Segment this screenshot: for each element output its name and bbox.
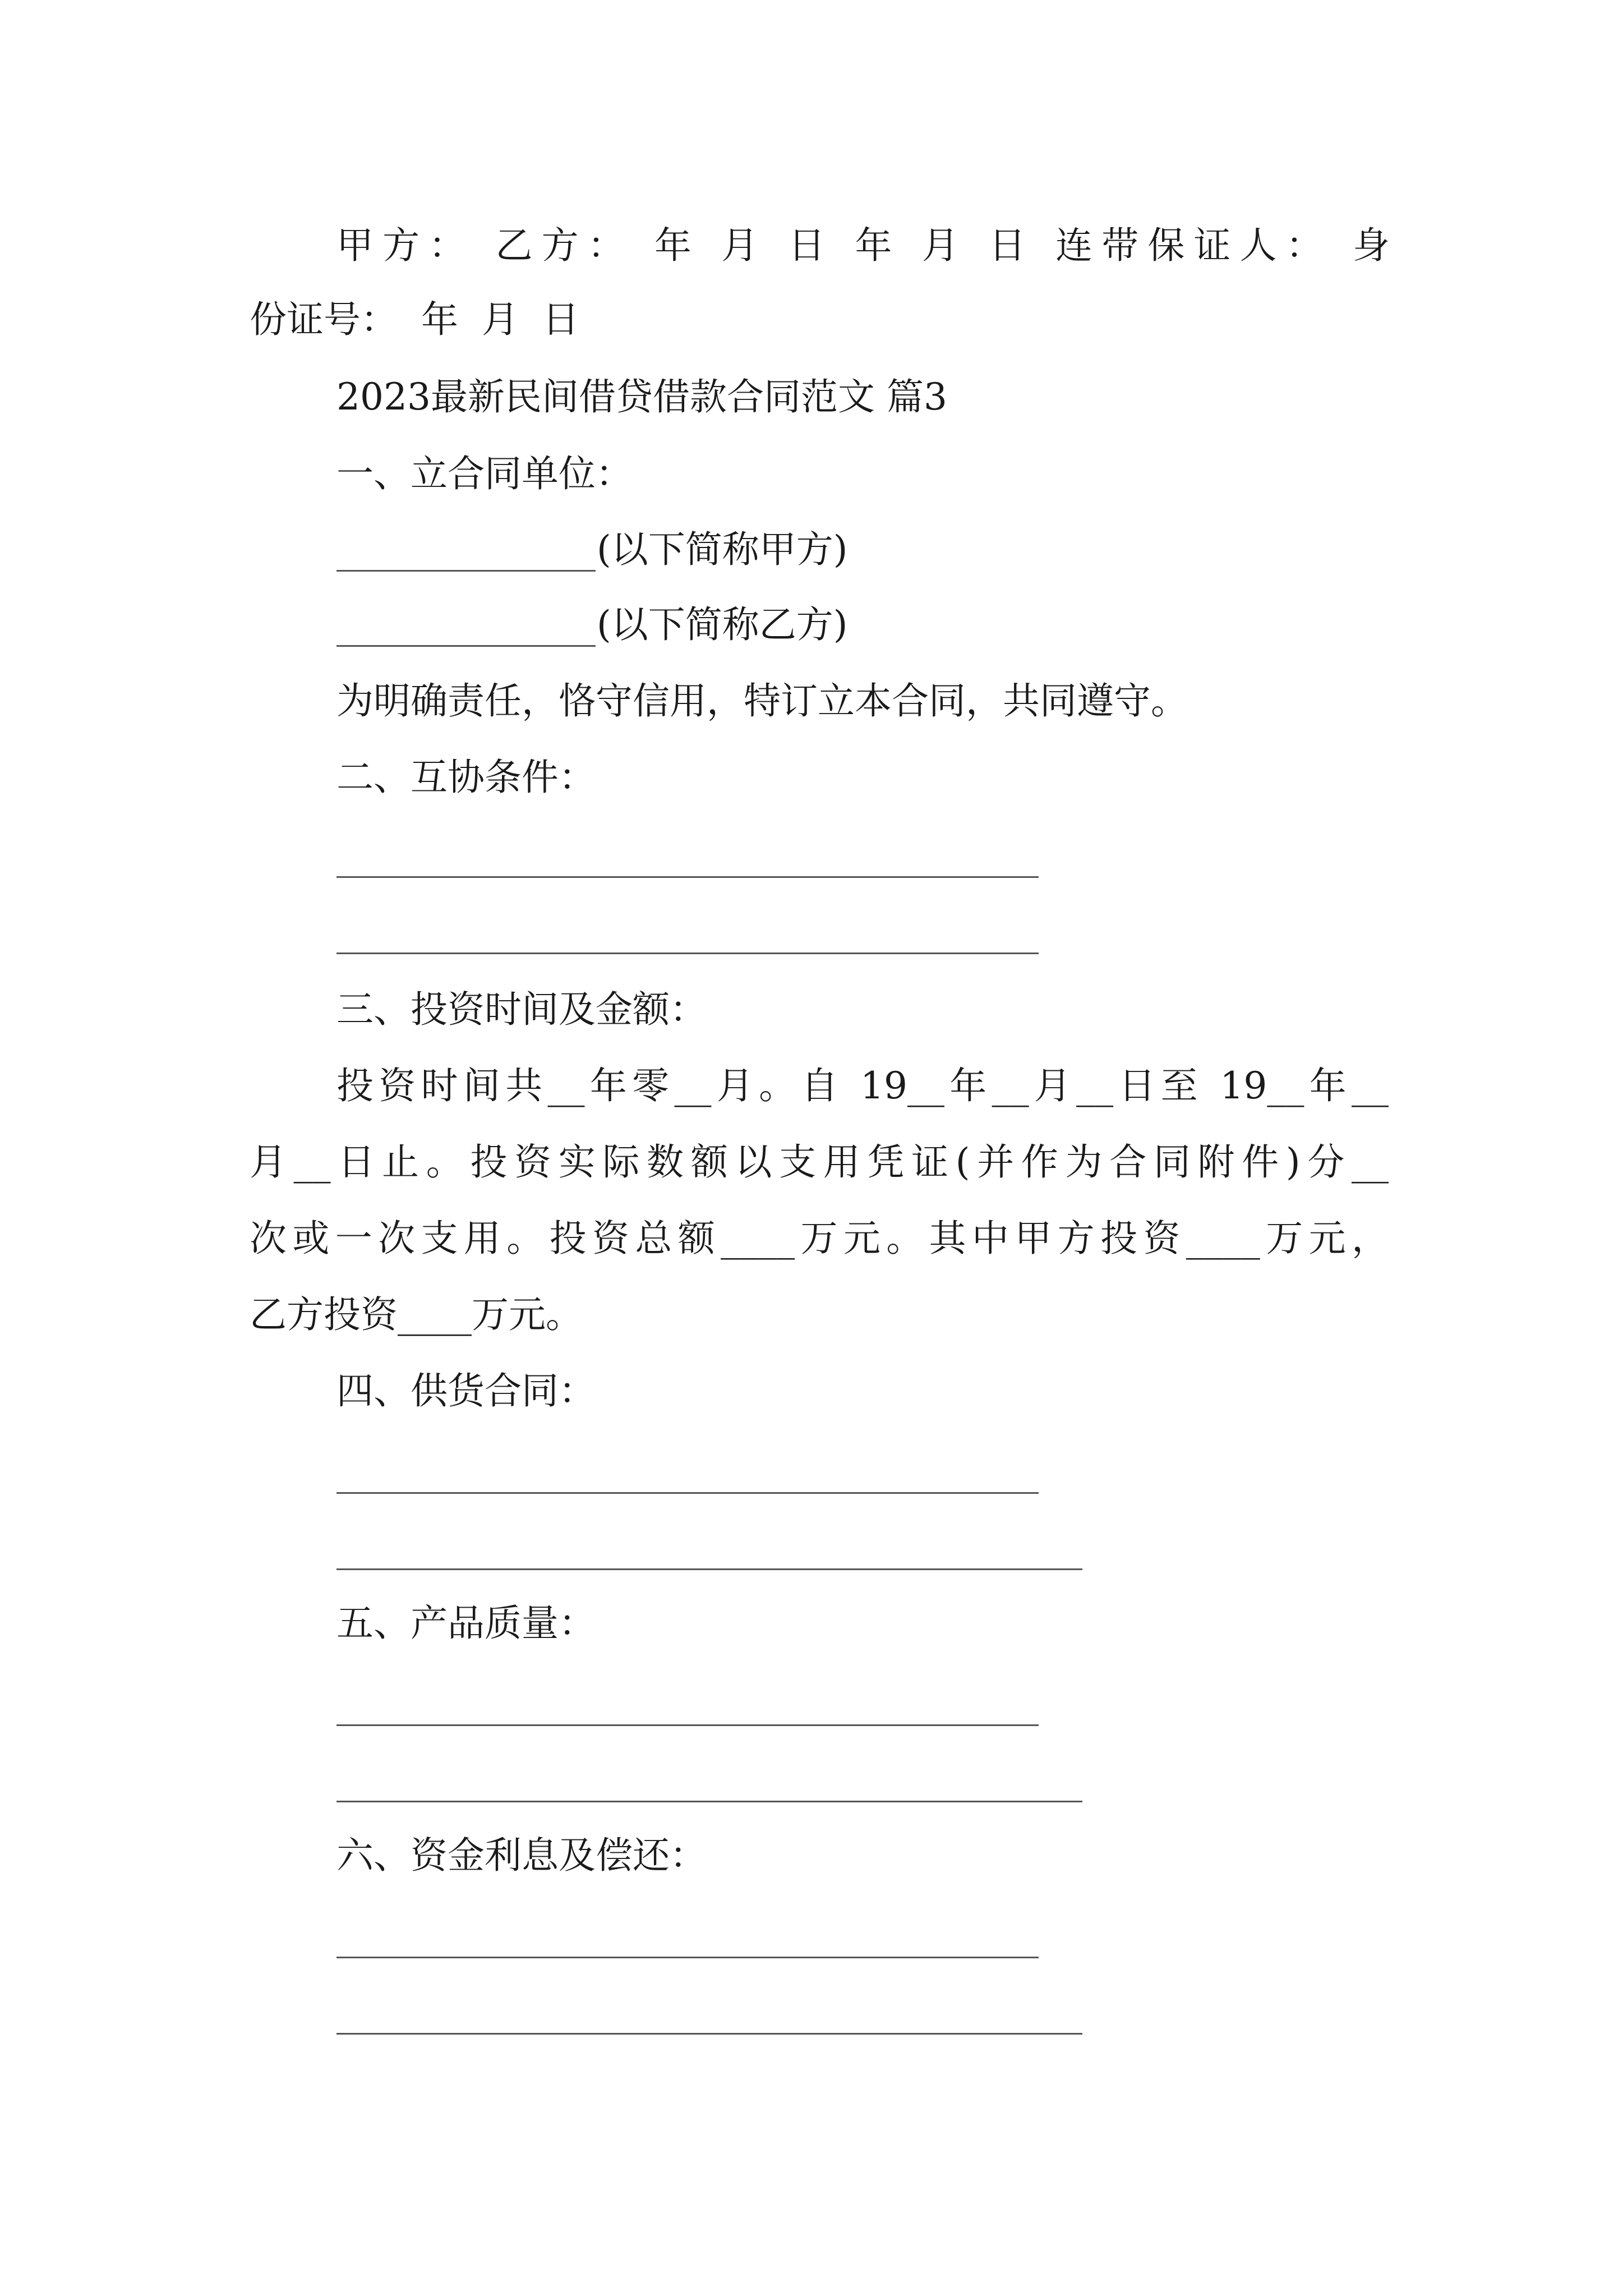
section-1-title: 一、立合同单位： (336, 452, 633, 495)
section-4-blank-line-2 (336, 1568, 1082, 1570)
party-b-label: (以下简称乙方) (597, 603, 848, 646)
section-5-blank-line-2 (336, 1801, 1082, 1802)
preamble: 为明确责任，恪守信用，特订立本合同，共同遵守。 (336, 679, 1188, 723)
section-2-title: 二、互协条件： (336, 756, 596, 799)
section-6-blank-line-2 (336, 2033, 1082, 2035)
party-b-blank (336, 645, 596, 647)
party-a-label: (以下简称甲方) (597, 528, 848, 571)
section-3-para-line-1: 投资时间共__年零__月。自 19__年__月__日至 19__年__ (336, 1064, 1389, 1107)
section-3-para-line-4: 乙方投资____万元。 (250, 1293, 583, 1336)
section-4-title: 四、供货合同： (336, 1369, 596, 1412)
section-4-blank-line-1 (336, 1492, 1039, 1494)
party-a-blank (336, 570, 596, 572)
section-3-para-line-2: 月__日止。投资实际数额以支用凭证(并作为合同附件)分__ (250, 1140, 1389, 1184)
section-3-para-line-3: 次或一次支用。投资总额____万元。其中甲方投资____万元， (250, 1217, 1389, 1260)
section-2-blank-line-1 (336, 876, 1039, 878)
section-5-title: 五、产品质量： (336, 1602, 596, 1645)
signature-line-1: 甲方： 乙方： 年 月 日 年 月 日 连带保证人： 身 (336, 224, 1390, 267)
section-2-blank-line-2 (336, 953, 1039, 954)
section-6-blank-line-1 (336, 1957, 1039, 1958)
section-5-blank-line-1 (336, 1724, 1039, 1726)
section-6-title: 六、资金利息及偿还： (336, 1834, 707, 1877)
article-heading: 2023最新民间借贷借款合同范文 篇3 (336, 375, 947, 418)
signature-line-2: 份证号： 年 月 日 (250, 298, 579, 341)
section-3-title: 三、投资时间及金额： (336, 988, 707, 1031)
